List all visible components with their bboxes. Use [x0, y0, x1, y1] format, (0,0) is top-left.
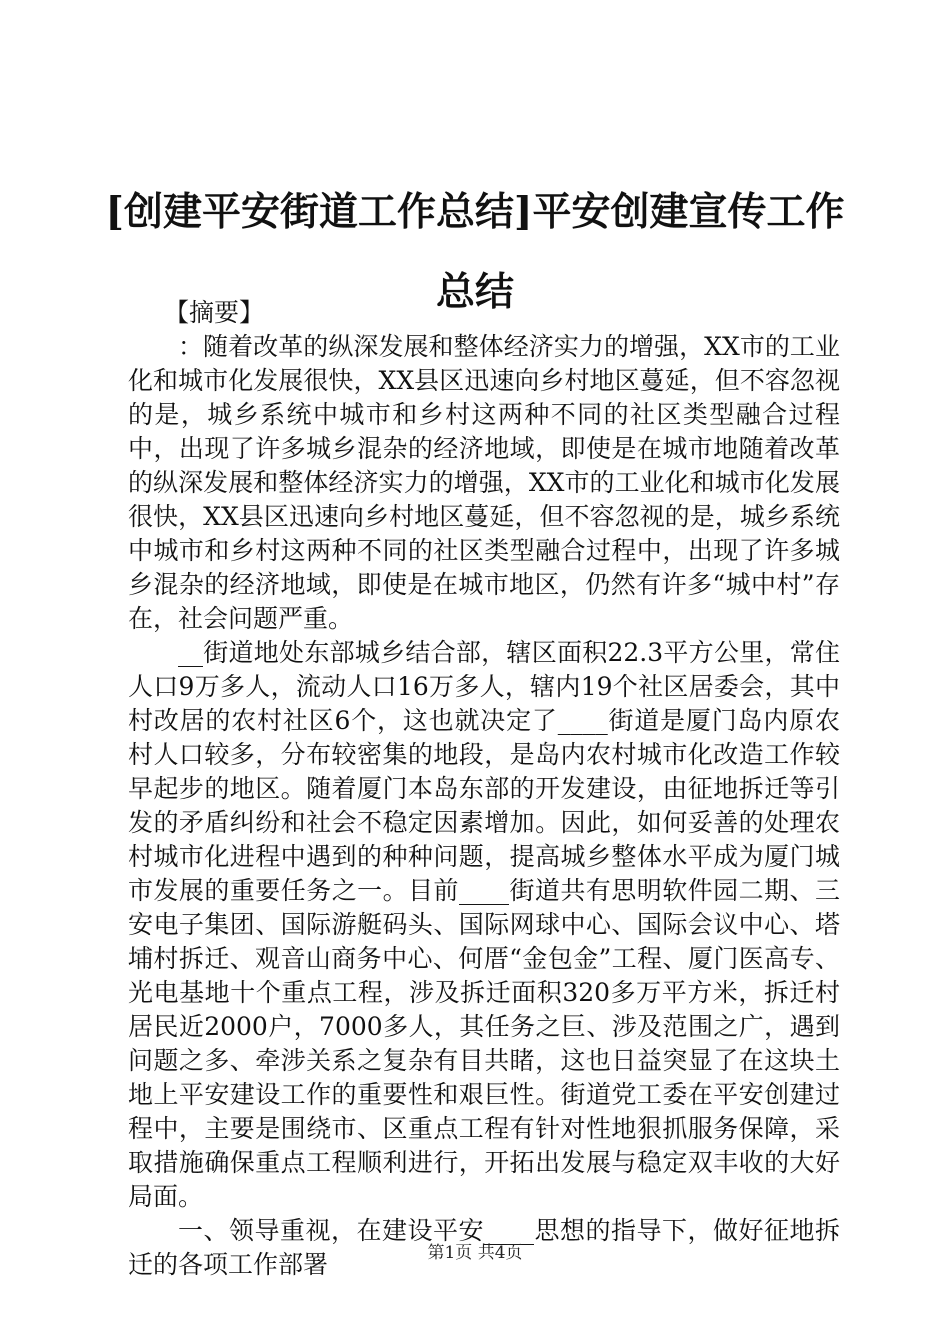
paragraph-street-overview: __街道地处东部城乡结合部，辖区面积22.3平方公里，常住人口9万多人，流动人口16万多人，辖内19个社区居委会，其中村改居的农村社区6个，这也就决定了____街道是厦门岛内原农村人口较多，分布较密集的地段，是岛内农村城市化改造工作较早起步的地区。随着厦门本岛东部的开发建设，由征地拆迁等引发的矛盾纠纷和社会不稳定因素增加。因此，如何妥善的处理农村城市化进程中遇到的种种问题，提高城乡整体水平成为厦门城市发展的重要任务之一。目前____街道共有思明软件园二期、三安电子集团、国际游艇码头、国际网球中心、国际会议中心、塔埔村拆迁、观音山商务中心、何厝“金包金”工程、厦门医高专、光电基地十个重点工程，涉及拆迁面积320多万平方米，拆迁村居民近2000户，7000多人，其任务之巨、涉及范围之广，遇到问题之多、牵涉关系之复杂有目共睹，这也日益突显了在这块土地上平安建设工作的重要性和艰巨性。街道党工委在平安创建过程中，主要是围绕市、区重点工程有针对性地狠抓服务保障，采取措施确保重点工程顺利进行，开拓出发展与稳定双丰收的大好局面。 — [128, 638, 840, 1211]
paragraph-abstract: ：随着改革的纵深发展和整体经济实力的增强，XX市的工业化和城市化发展很快，XX县区迅速向乡村地区蔓延，但不容忽视的是，城乡系统中城市和乡村这两种不同的社区类型融合过程中，出现了许多城乡混杂的经济地域，即使是在城市地随着改革的纵深发展和整体经济实力的增强，XX市的工业化和城市化发展很快，XX县区迅速向乡村地区蔓延，但不容忽视的是，城乡系统中城市和乡村这两种不同的社区类型融合过程中，出现了许多城乡混杂的经济地域，即使是在城市地区，仍然有许多“城中村”存在，社会问题严重。 — [128, 332, 840, 633]
page-footer: 第1页 共4页 — [427, 1243, 523, 1263]
document-body — [128, 296, 840, 1282]
paragraph-section-heading: 一、领导重视，在建设平安____思想的指导下，做好征地拆迁的各项工作部署 — [128, 1216, 840, 1279]
abstract-label: 【摘要】 — [164, 298, 265, 327]
page-title: [创建平安街道工作总结]平安创建宣传工作总结 — [105, 189, 845, 315]
